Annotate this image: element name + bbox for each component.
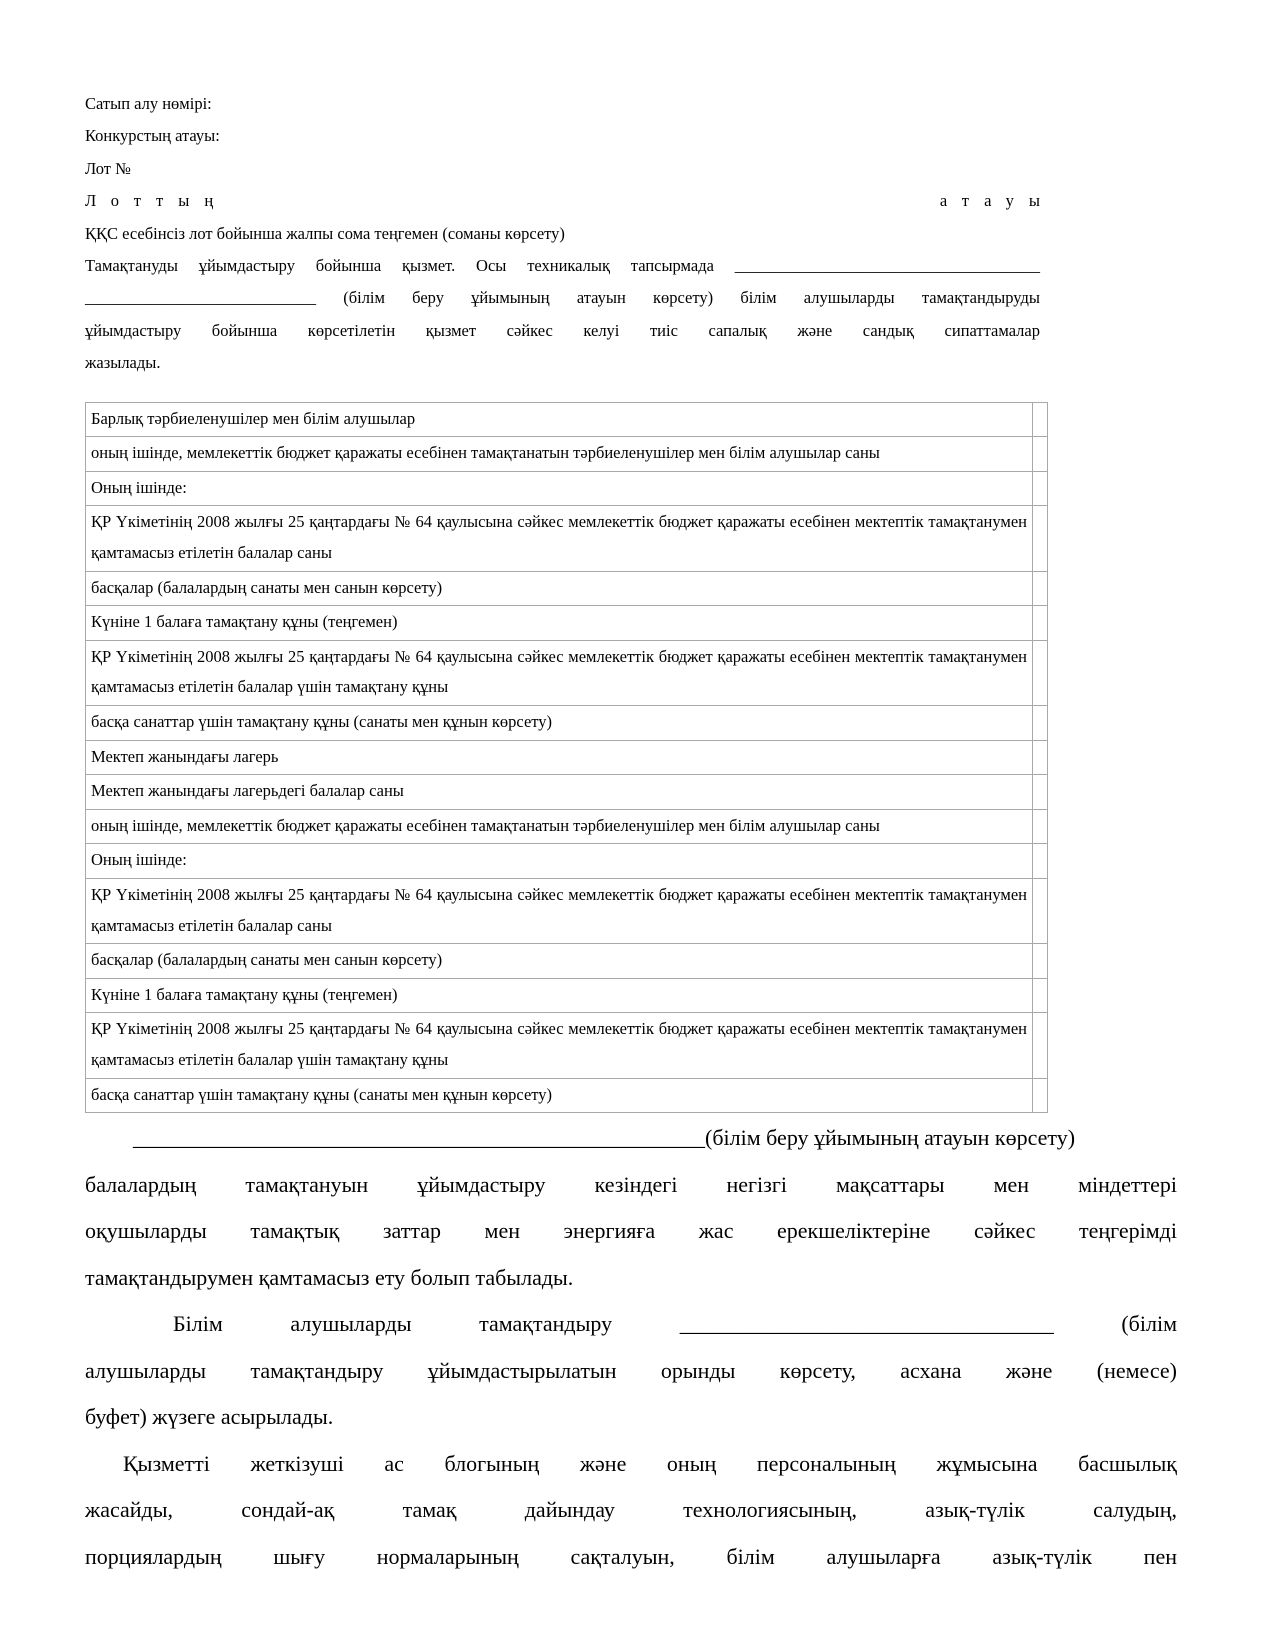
intro-line-2: ____________________________ (білім беру ұйымының атауын көрсету) білім алушыларды тамақтандыруды [85, 288, 1040, 308]
table-cell-empty [1033, 1078, 1048, 1113]
body-line-6: алушыларды тамақтандыру ұйымдастырылатын орынды көрсету, асхана және (немесе) [85, 1357, 1177, 1383]
table-cell: басқалар (балалардың санаты мен санын көрсету) [86, 944, 1033, 979]
body-line-7: буфет) жүзеге асырылады. [85, 1404, 334, 1430]
table-cell: Барлық тәрбиеленушілер мен білім алушылар [86, 402, 1033, 437]
table-cell: Мектеп жанындағы лагерьдегі балалар саны [86, 775, 1033, 810]
table-cell: ҚР Үкіметінің 2008 жылғы 25 қаңтардағы № 64 қаулысына сәйкес мемлекеттік бюджет қаражаты есебінен мектептік тамақтанумен қамтамасыз етілетін балалар саны [86, 506, 1033, 571]
table-cell: Күніне 1 балаға тамақтану құны (теңгемен) [86, 606, 1033, 641]
table-row [86, 506, 1048, 571]
intro-line-4: жазылады. [85, 353, 161, 373]
table-cell-empty [1033, 978, 1048, 1013]
table-row [86, 1013, 1048, 1078]
table-cell: оның ішінде, мемлекеттік бюджет қаражаты есебінен тамақтанатын тәрбиеленушілер мен білім алушылар саны [86, 809, 1033, 844]
lot-number-line: Лот № [85, 158, 131, 178]
table-cell: ҚР Үкіметінің 2008 жылғы 25 қаңтардағы № 64 қаулысына сәйкес мемлекеттік бюджет қаражаты есебінен мектептік тамақтанумен қамтамасыз етілетін балалар үшін тамақтану құны [86, 1013, 1033, 1078]
table-cell: ҚР Үкіметінің 2008 жылғы 25 қаңтардағы № 64 қаулысына сәйкес мемлекеттік бюджет қаражаты есебінен мектептік тамақтанумен қамтамасыз етілетін балалар үшін тамақтану құны [86, 640, 1033, 705]
table-cell-empty [1033, 506, 1048, 571]
body-line-4: тамақтандырумен қамтамасыз ету болып табылады. [85, 1264, 574, 1290]
table-row [86, 706, 1048, 741]
lot-name-word-right: атауы [939, 191, 1055, 211]
lot-name-word-left: Лоттың [85, 191, 229, 211]
table-cell-empty [1033, 437, 1048, 472]
intro-line-1: Тамақтануды ұйымдастыру бойынша қызмет. Осы техникалық тапсырмада _____________________________________ [85, 256, 1040, 276]
document-header [85, 88, 1055, 380]
table-cell: басқа санаттар үшін тамақтану құны (санаты мен құнын көрсету) [86, 706, 1033, 741]
table-row [86, 944, 1048, 979]
body-line-5: Білім алушыларды тамақтандыру __________________________________ (білім [173, 1311, 1177, 1337]
table-cell-empty [1033, 775, 1048, 810]
body-line-1: ____________________________________________________(білім беру ұйымының атауын көрсету) [133, 1125, 1076, 1151]
body-line-10: порциялардың шығу нормаларының сақталуын, білім алушыларға азық-түлік пен [85, 1543, 1177, 1569]
table-row [86, 844, 1048, 879]
body-line-2: балалардың тамақтануын ұйымдастыру кезіндегі негізгі мақсаттары мен міндеттері [85, 1171, 1177, 1197]
intro-line-3: ұйымдастыру бойынша көрсетілетін қызмет сәйкес келуі тиіс сапалық және сандық сипаттамалар [85, 320, 1040, 340]
vat-sum-line: ҚҚС есебінсіз лот бойынша жалпы сома теңгемен (соманы көрсету) [85, 223, 565, 243]
table-cell-empty [1033, 944, 1048, 979]
table-cell-empty [1033, 606, 1048, 641]
table-cell-empty [1033, 740, 1048, 775]
table-row [86, 1078, 1048, 1113]
table-cell-empty [1033, 402, 1048, 437]
table-cell-empty [1033, 809, 1048, 844]
table-cell: оның ішінде, мемлекеттік бюджет қаражаты есебінен тамақтанатын тәрбиеленушілер мен білім алушылар саны [86, 437, 1033, 472]
table-cell-empty [1033, 844, 1048, 879]
table-cell-empty [1033, 878, 1048, 943]
table-row [86, 402, 1048, 437]
technical-spec-table [85, 402, 1048, 1113]
table-cell: басқалар (балалардың санаты мен санын көрсету) [86, 571, 1033, 606]
table-cell-empty [1033, 706, 1048, 741]
body-line-3: оқушыларды тамақтық заттар мен энергияға жас ерекшеліктеріне сәйкес теңгерімді [85, 1218, 1177, 1244]
competition-name-line: Конкурстың атауы: [85, 126, 220, 146]
table-row [86, 606, 1048, 641]
table-cell-empty [1033, 471, 1048, 506]
body-line-9: жасайды, сондай-ақ тамақ дайындау технологиясының, азық-түлік салудың, [85, 1497, 1177, 1523]
table-cell: ҚР Үкіметінің 2008 жылғы 25 қаңтардағы № 64 қаулысына сәйкес мемлекеттік бюджет қаражаты есебінен мектептік тамақтанумен қамтамасыз етілетін балалар саны [86, 878, 1033, 943]
table-cell: Оның ішінде: [86, 471, 1033, 506]
table-cell: Күніне 1 балаға тамақтану құны (теңгемен) [86, 978, 1033, 1013]
body-line-8: Қызметті жеткізуші ас блогының және оның персоналының жұмысына басшылық [123, 1450, 1177, 1476]
table-row [86, 878, 1048, 943]
table-row [86, 640, 1048, 705]
table-cell: Мектеп жанындағы лагерь [86, 740, 1033, 775]
table-row [86, 437, 1048, 472]
table-cell: Оның ішінде: [86, 844, 1033, 879]
table-cell-empty [1033, 571, 1048, 606]
table-row [86, 978, 1048, 1013]
purchase-number-line: Сатып алу нөмірі: [85, 94, 212, 113]
table-row [86, 471, 1048, 506]
body-text [85, 1115, 1177, 1580]
table-row [86, 571, 1048, 606]
table-row [86, 775, 1048, 810]
lot-name-line [85, 185, 1055, 217]
table-row [86, 740, 1048, 775]
table-cell: басқа санаттар үшін тамақтану құны (санаты мен құнын көрсету) [86, 1078, 1033, 1113]
table-cell-empty [1033, 1013, 1048, 1078]
table-cell-empty [1033, 640, 1048, 705]
table-row [86, 809, 1048, 844]
